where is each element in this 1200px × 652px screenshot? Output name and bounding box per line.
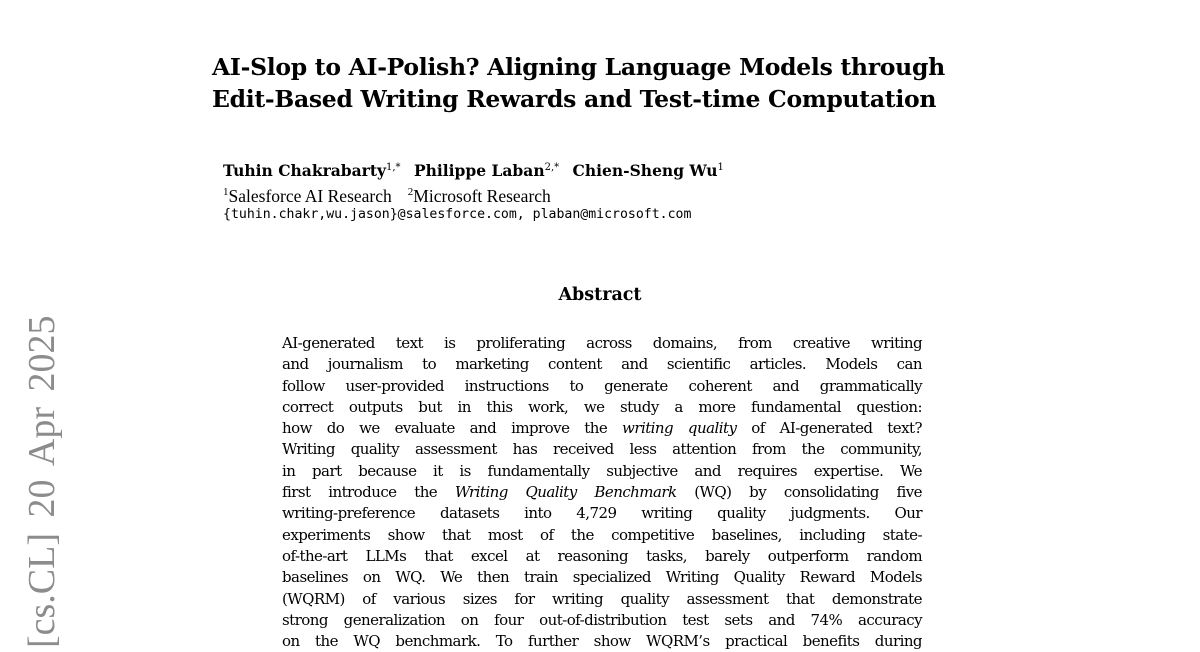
author-emails: {tuhin.chakr,wu.jason}@salesforce.com, plaban@microsoft.com bbox=[223, 207, 692, 222]
abstract-line bbox=[282, 418, 922, 439]
abstract-line bbox=[282, 354, 922, 375]
abstract-line bbox=[282, 461, 922, 482]
abstract-text: and journalism to marketing content and scientific articles. Models can bbox=[282, 355, 922, 374]
author-mark: 2,* bbox=[544, 162, 560, 173]
abstract-text: first introduce the bbox=[282, 483, 455, 502]
affiliation-list bbox=[223, 181, 551, 207]
title-line-2: Edit-Based Writing Rewards and Test-time Computation bbox=[212, 85, 937, 113]
abstract-emphasis: Writing Quality Benchmark bbox=[454, 483, 677, 502]
abstract-text: correct outputs but in this work, we study a more fundamental question: bbox=[282, 397, 922, 416]
affiliation-name: Salesforce AI Research bbox=[228, 185, 392, 206]
affiliation-number: 1 bbox=[223, 186, 229, 198]
abstract-line bbox=[282, 439, 922, 460]
abstract-line bbox=[282, 397, 922, 418]
abstract-text: how do we evaluate and improve the bbox=[282, 419, 623, 438]
arxiv-side-stamp: [cs.CL] 20 Apr 2025 bbox=[21, 315, 63, 648]
author-mark: 1,* bbox=[386, 162, 401, 173]
author-name: Chien-Sheng Wu bbox=[572, 161, 718, 181]
abstract-text: writing-preference datasets into 4,729 writing quality judgments. Our bbox=[282, 504, 922, 523]
abstract-text: of AI-generated text? bbox=[736, 419, 922, 438]
abstract-text: experiments show that most of the competitive baselines, including state- bbox=[282, 525, 922, 544]
affiliation-name: Microsoft Research bbox=[413, 185, 551, 206]
abstract-text: Writing quality assessment has received less attention from the community, bbox=[282, 440, 922, 459]
title-line-1: AI-Slop to AI-Polish? Aligning Language Models through bbox=[212, 53, 945, 81]
abstract-text: on the WQ benchmark. To further show WQRM’s practical benefits during bbox=[282, 632, 922, 651]
abstract-text: baselines on WQ. We then train specialized Writing Quality Reward Models bbox=[282, 568, 922, 587]
abstract-text: in part because it is fundamentally subjective and requires expertise. We bbox=[282, 461, 922, 480]
abstract-line bbox=[282, 546, 922, 567]
abstract-text: (WQRM) of various sizes for writing quality assessment that demonstrate bbox=[282, 589, 922, 608]
abstract-heading: Abstract bbox=[558, 285, 642, 305]
abstract-text: AI-generated text is proliferating across domains, from creative writing bbox=[282, 334, 922, 352]
abstract-text: strong generalization on four out-of-distribution test sets and 74% accuracy bbox=[282, 610, 922, 629]
paper-title bbox=[212, 51, 945, 115]
abstract-text: follow user-provided instructions to generate coherent and grammatically bbox=[282, 376, 922, 395]
abstract-line bbox=[282, 482, 922, 503]
affiliation-number: 2 bbox=[407, 186, 414, 198]
abstract-text: (WQ) by consolidating five bbox=[676, 483, 923, 502]
abstract-line bbox=[282, 631, 922, 652]
author-list bbox=[223, 157, 724, 182]
abstract-emphasis: writing quality bbox=[622, 419, 737, 438]
abstract-body bbox=[282, 333, 922, 652]
author-name: Philippe Laban bbox=[413, 161, 545, 181]
abstract-line bbox=[282, 610, 922, 631]
abstract-line bbox=[282, 567, 922, 588]
abstract-line bbox=[282, 503, 922, 524]
author-name: Tuhin Chakrabarty bbox=[223, 161, 387, 181]
abstract-line bbox=[282, 589, 922, 610]
author-mark: 1 bbox=[717, 162, 724, 173]
abstract-line bbox=[282, 333, 922, 354]
abstract-line bbox=[282, 376, 922, 397]
abstract-text: of-the-art LLMs that excel at reasoning tasks, barely outperform random bbox=[282, 546, 922, 565]
abstract-line bbox=[282, 525, 922, 546]
